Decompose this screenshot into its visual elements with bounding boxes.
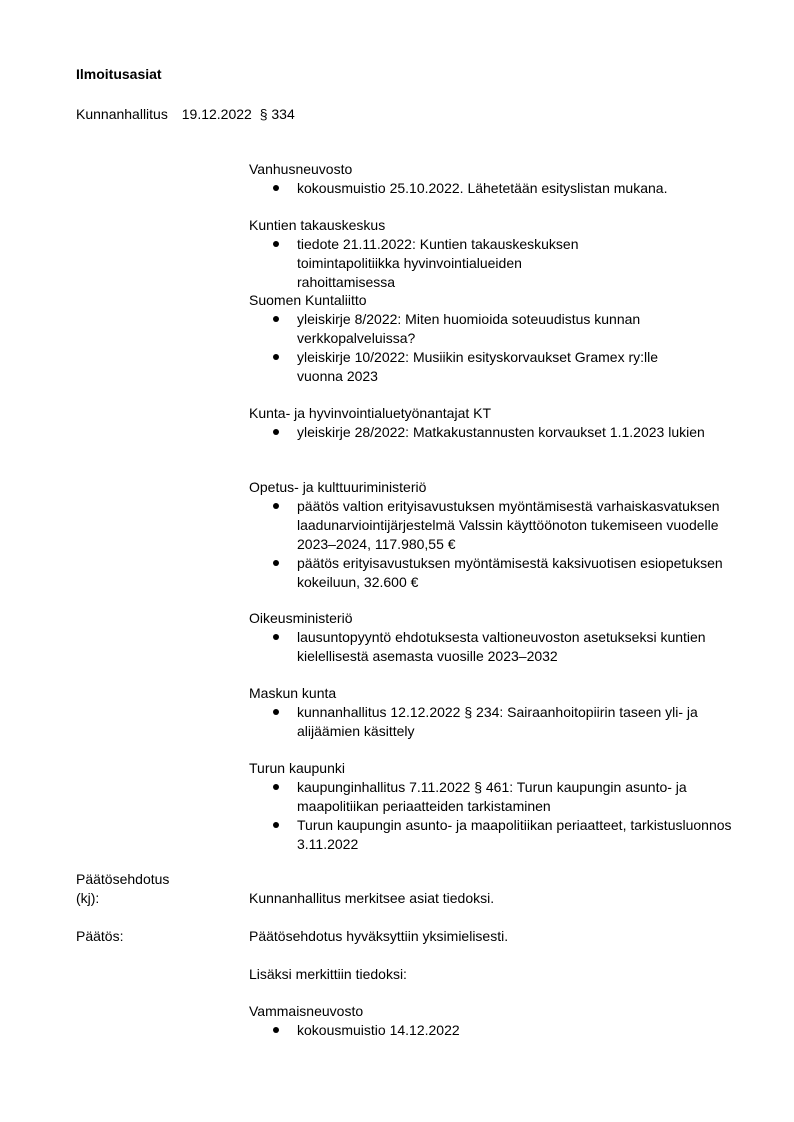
decision-extra: Lisäksi merkittiin tiedoksi: <box>249 966 407 982</box>
notice-section <box>249 684 769 741</box>
section-heading: Opetus- ja kulttuuriministeriö <box>249 479 427 495</box>
list-item: lausuntopyyntö ehdotuksesta valtioneuvoston asetukseksi kuntien kielellisestä asemasta vuosille 2023–2032 <box>249 628 729 666</box>
bullet-icon <box>273 503 279 509</box>
proposal-text: Kunnanhallitus merkitsee asiat tiedoksi. <box>249 890 495 906</box>
list-item: kokousmuistio 14.12.2022 <box>249 1021 769 1040</box>
meeting-reference <box>76 106 305 122</box>
notice-section <box>249 759 769 854</box>
section-heading: Suomen Kuntaliitto <box>249 292 367 308</box>
section-heading: Vanhusneuvosto <box>249 161 353 177</box>
notice-section <box>249 216 769 292</box>
list-item: kaupunginhallitus 7.11.2022 § 461: Turun kaupungin asunto- ja maapolitiikan periaatteiden tarkistaminen <box>249 778 734 816</box>
bullet-icon <box>273 241 279 247</box>
decision-text: Päätösehdotus hyväksyttiin yksimielisesti. <box>249 928 509 944</box>
section-heading: Oikeusministeriö <box>249 610 353 626</box>
bullet-icon <box>273 354 279 360</box>
meeting-date: 19.12.2022 <box>181 106 252 122</box>
meeting-body: Kunnanhallitus <box>76 106 168 122</box>
bullet-icon <box>273 634 279 640</box>
list-item: kokousmuistio 25.10.2022. Lähetetään esityslistan mukana. <box>249 179 769 198</box>
list-item: päätös valtion erityisavustuksen myöntämisestä varhaiskasvatuksen laadunarviointijärjestelmä Valssin käyttöönoton tukemiseen vuodelle 2023–2024, 117.980,55 € <box>249 497 734 554</box>
notice-section <box>249 478 769 592</box>
list-item: päätös erityisavustuksen myöntämisestä kaksivuotisen esiopetuksen kokeiluun, 32.600 € <box>249 554 734 592</box>
section-heading: Kuntien takauskeskus <box>249 217 386 233</box>
bullet-icon <box>273 429 279 435</box>
list-item: yleiskirje 8/2022: Miten huomioida soteuudistus kunnan verkkopalveluissa? <box>249 310 699 348</box>
section-heading: Maskun kunta <box>249 685 337 701</box>
list-item: tiedote 21.11.2022: Kuntien takauskeskuksen toimintapolitiikka hyvinvointialueiden rahoittamisessa <box>249 235 609 292</box>
proposal-label: Päätösehdotus (kj): <box>76 871 170 906</box>
list-item: yleiskirje 28/2022: Matkakustannusten korvaukset 1.1.2023 lukien <box>249 423 729 442</box>
addendum-section <box>249 1002 769 1040</box>
section-heading: Vammaisneuvosto <box>249 1003 364 1019</box>
meeting-section: § 334 <box>259 106 295 122</box>
bullet-icon <box>273 185 279 191</box>
notice-section <box>249 609 769 666</box>
notice-section <box>249 160 769 198</box>
bullet-icon <box>273 822 279 828</box>
bullet-icon <box>273 709 279 715</box>
page-title: Ilmoitusasiat <box>76 66 162 82</box>
notice-section <box>249 404 769 442</box>
section-heading: Turun kaupunki <box>249 760 345 776</box>
list-item: Turun kaupungin asunto- ja maapolitiikan periaatteet, tarkistusluonnos 3.11.2022 <box>249 816 734 854</box>
bullet-icon <box>273 1027 279 1033</box>
bullet-icon <box>273 560 279 566</box>
decision-label: Päätös: <box>76 928 124 944</box>
bullet-icon <box>273 784 279 790</box>
bullet-icon <box>273 316 279 322</box>
notice-section <box>249 291 769 386</box>
list-item: kunnanhallitus 12.12.2022 § 234: Sairaanhoitopiirin taseen yli- ja alijäämien käsittely <box>249 703 724 741</box>
list-item: yleiskirje 10/2022: Musiikin esityskorvaukset Gramex ry:lle vuonna 2023 <box>249 348 699 386</box>
section-heading: Kunta- ja hyvinvointialuetyönantajat KT <box>249 405 492 421</box>
